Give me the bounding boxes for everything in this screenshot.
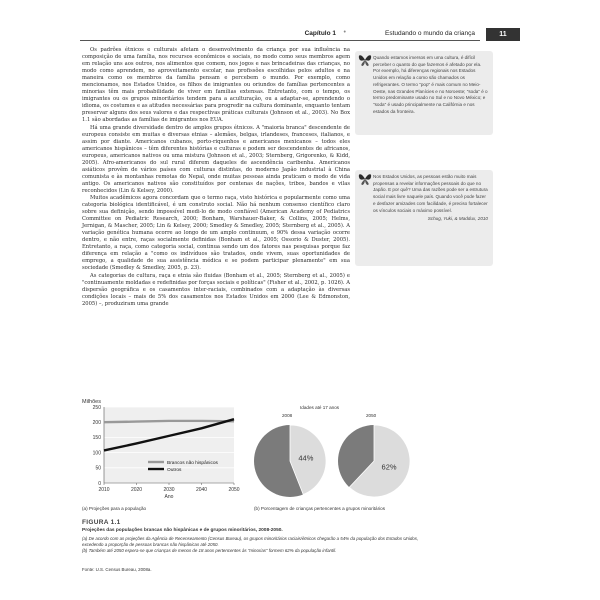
pie-charts <box>250 417 450 507</box>
y-tick-label: 100 <box>92 450 101 457</box>
pie-year-2050: 2050 <box>366 413 377 418</box>
butterfly-icon <box>357 53 373 67</box>
y-tick-label: 250 <box>92 404 101 411</box>
running-header <box>80 28 520 42</box>
x-tick-label: 2020 <box>130 487 143 493</box>
subcaption-b: (b) Porcentagem de crianças pertencentes a grupos minoritários <box>254 506 385 511</box>
x-tick-label: 2040 <box>195 487 208 493</box>
pie-header: Idades até 17 anos <box>300 405 340 410</box>
x-axis-label: Ano <box>164 494 174 500</box>
paragraph-2: Há uma grande diversidade dentro de amplos grupos étnicos. A "maioria branca" descendente de europeus consiste em muitas e diversas etnias – alemães, belgas, irlandeses, franceses, italianos, e assim por diante. Americanos cubanos, porto-riquenhos e americanos mexicanos – todos eles americanos hispânicos – têm diferentes histórias e culturas e podem ser descendentes de africanos, europeus, americanos nativos ou uma mistura (Johnson et al., 2003; Sternberg, Grigorenko, & Kidd, 2005). Afro-americanos do sul rural diferem daqueles de ascendência caribenha. Americanos asiáticos provêm de vários países com culturas distintas, do moderno Japão industrial à China comunista e às montanhas remotas do Nepal, onde muitas pessoas ainda praticam o modo de vida antigo. Os americanos nativos são constituídos por centenas de nações, tribos, bandos e vilas reconhecidos (Lin & Kelsey, 2000). <box>82 124 350 194</box>
series-line-0 <box>104 421 234 422</box>
pie-2050-value-label: 62% <box>381 462 397 472</box>
header-rule <box>80 40 480 41</box>
y-unit-label: Milhões <box>82 399 101 405</box>
legend-label-1: Outros <box>167 467 182 473</box>
y-tick-label: 0 <box>98 480 101 487</box>
figure-note-b: (b) Também até 2050 espera-se que crianças de menos de 18 anos pertencentes às "minorias" formem 62% da população infantil. <box>82 548 337 553</box>
butterfly-icon <box>357 172 373 186</box>
figure-source: Fonte: U.S. Census Bureau, 2008a. <box>82 567 152 572</box>
x-tick-label: 2050 <box>228 487 240 493</box>
x-tick-label: 2030 <box>163 487 175 493</box>
figure-label: FIGURA 1.1 <box>82 519 121 526</box>
sidebar-box-1 <box>355 51 493 135</box>
page-number: 11 <box>486 28 520 41</box>
y-tick-label: 50 <box>95 465 101 472</box>
pie-year-2008: 2008 <box>282 413 293 418</box>
body-text <box>82 47 350 308</box>
x-tick-label: 2010 <box>98 487 110 493</box>
chapter-label: Capítulo 1 <box>304 30 336 37</box>
box1-text: Quando estamos imersos em uma cultura, é difícil perceber o quanto do que fazemos é afetado por ela. Por exemplo, há diferenças regionais nos Estados Unidos em relação a como são chamados os refrigerantes. O termo "pop" é mais comum no Meio-Oeste, nas Grandes Planícies e no Noroeste; "soda" é o termo predominante usado no Sul e no Novo México; e "soda" é usado principalmente na Califórnia e nos estados da fronteira. <box>373 55 488 114</box>
y-tick-label: 150 <box>92 435 101 442</box>
paragraph-3: Muitos acadêmicos agora concordam que o termo raça, visto histórica e popularmente como uma categoria biológica identificável, é um construto social. Não há nenhum consenso científico claro sobre sua definição, sendo impossível medi-lo de modo confiável (American Academy of Pediatrics Committee on Pediatric Research, 2000; Bonham, Warshauer-Baker, & Collins, 2005; Helms, Jernigan, & Mascher, 2005; Lin & Kelsey, 2000; Smedley & Smedley, 2005; Sternberg et al., 2005). A variação genética humana ocorre ao longo de um amplo continuum, e 90% dessa variação ocorre dentro, e não entre, raças socialmente definidas (Bonham et al., 2005; Ossorio & Duster, 2005). Entretanto, a raça, como categoria social, continua sendo um dos fatores nas pesquisas porque faz diferença em relação a "como os indivíduos são tratados, onde vivem, suas oportunidades de emprego, a qualidade de sua assistência médica e se podem participar plenamente" em sua sociedade (Smedley & Smedley, 2005, p. 23). <box>82 194 350 272</box>
paragraph-1: Os padrões étnicos e culturais afetam o desenvolvimento da criança por sua influência na composição de uma família, nos recursos econômicos e sociais, no modo como seus membros agem em relação uns aos outros, nos alimentos que comem, nos jogos e nas brincadeiras das crianças, no modo como aprendem, no aproveitamento escolar, nas profissões escolhidas pelos adultos e na maneira como os membros da família pensam e percebem o mundo. Por exemplo, como mencionamos, nos Estados Unidos, os filhos de imigrantes ou oriundos de famílias pertencentes a minorias têm mais probabilidade de viver em famílias extensas. Entretanto, com o tempo, os imigrantes ou os grupos minoritários tendem para a aculturação, ou a adaptar-se, aprendendo o idioma, os costumes e as atitudes necessárias para progredir na cultura dominante, enquanto tentam preservar alguns dos seus valores e das respectivas práticas culturais (Johnson et al., 2003). No Box 1.1 são abordadas as famílias de imigrantes nos EUA. <box>82 47 350 124</box>
figure-note-a: (a) De acordo com as projeções da Agência de Recenseamento (Census Bureau), os grupos minoritários raciais/étnicos chegarão a 54% da população dos Estados Unidos, excedendo a proporção de pessoas brancas não hispânicas até 2050. <box>82 536 419 547</box>
header-separator: • <box>343 29 346 36</box>
pie-2008-value-label: 44% <box>298 453 314 463</box>
sidebar-box-2 <box>355 170 493 266</box>
box2-attribution: Schug, Yuki, & Maddux, 2010 <box>427 216 488 222</box>
chapter-title: Estudando o mundo da criança <box>385 30 475 37</box>
figure-title: Projeções das populações brancas não hispânicas e de grupos minoritários, 2008-2050. <box>82 528 283 533</box>
legend-label-0: Brancos não hispânicos <box>167 460 218 466</box>
box2-text: Nos Estados Unidos, as pessoas estão muito mais propensas a revelar informações pessoais do que no Japão. E por quê? Uma das razões pode ser a estrutura social mais livre naquele país. Quando você pode fazer e desfazer amizades com facilidade, é preciso fortalecer os vínculos sociais o máximo possível. <box>373 174 488 213</box>
figure-1-1 <box>82 393 522 573</box>
paragraph-4: As categorias de cultura, raça e etnia são fluidas (Bonham et al., 2005; Sternberg et al., 2005) e "continuamente moldadas e redefinidas por forças sociais e políticas" (Fisher et al., 2002, p. 1026). A dispersão geográfica e os casamentos inter-raciais, combinados com a adaptação às diversas condições locais – mais de 5% dos casamentos nos Estados Unidos em 2000 (Lee & Edmonston, 2005) –, produziram uma grande <box>82 272 350 307</box>
y-tick-label: 200 <box>92 420 101 426</box>
subcaption-a: (a) Projeções para a população <box>82 506 147 511</box>
line-chart <box>82 401 242 506</box>
